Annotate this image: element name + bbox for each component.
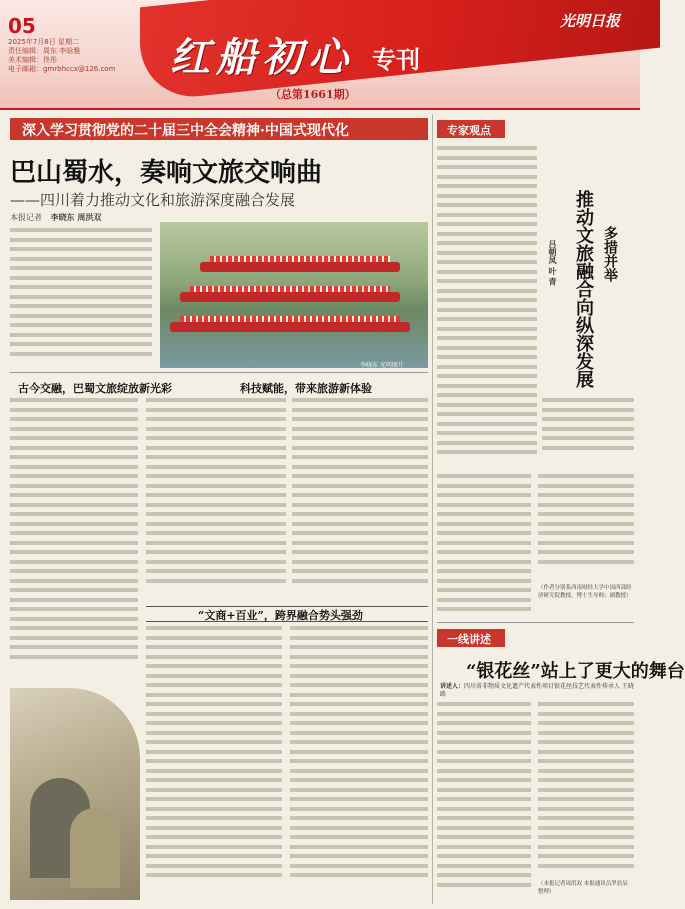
art-editor-line: 美术编辑：佟彤 xyxy=(8,56,57,64)
section-head-3: “文商+百业”，跨界融合势头强劲 xyxy=(198,609,363,622)
speaker-name: 四川省非物质文化遗产代表性项目银花丝技艺代表性传承人 王晓路 xyxy=(440,683,634,698)
body-column-5 xyxy=(290,626,428,898)
subheadline: ——四川着力推动文化和旅游深度融合发展 xyxy=(10,191,296,209)
expert-author: 吕朝凤 叶 青 xyxy=(548,240,558,286)
speaker-label: 讲述人： xyxy=(440,683,465,690)
section-rule xyxy=(10,372,428,373)
date-line: 2025年7月8日 星期二 xyxy=(8,38,79,46)
expert-author-note: （作者分别系西南财经大学中国西部经济研究院教授，博士生导师；副教授） xyxy=(538,585,632,599)
byline-names: 李晓东 周洪双 xyxy=(50,212,102,222)
expert-body-1 xyxy=(437,146,537,470)
expert-subtitle: 多措并举 xyxy=(602,226,618,282)
frontline-body-1 xyxy=(437,702,531,898)
expert-title: 推动文旅融合向纵深发展 xyxy=(573,190,594,388)
column-suffix: 专刊 xyxy=(372,45,420,74)
section-head-2: 科技赋能，带来旅游新体验 xyxy=(240,382,372,395)
frontline-body-2 xyxy=(538,702,634,878)
family-photo xyxy=(10,688,140,900)
page-number: 05 xyxy=(8,14,36,38)
column-title: 红船初心 xyxy=(170,34,354,81)
intro-text-block xyxy=(10,228,152,368)
frontline-title: “银花丝”站上了更大的舞台 xyxy=(466,661,685,682)
edition-info xyxy=(8,38,115,74)
header-divider xyxy=(0,108,640,110)
editor-line: 责任编辑：周东 李晗雅 xyxy=(8,47,81,55)
section-head-1: 古今交融，巴蜀文旅绽放新光彩 xyxy=(18,382,172,395)
byline-prefix: 本报记者 xyxy=(10,213,42,222)
expert-body-4 xyxy=(538,474,634,584)
speaker-line xyxy=(440,683,634,699)
frontline-tag: 一线讲述 xyxy=(447,633,491,646)
sidebar-rule xyxy=(437,622,634,623)
photo-caption: 李晓东 光明图片 xyxy=(360,362,404,369)
frontline-note: （本报记者周洪双 本报通讯员罗晨辰 整理） xyxy=(538,881,628,895)
topic-banner: 深入学习贯彻党的二十届三中全会精神·中国式现代化 xyxy=(22,123,349,139)
email-line: 电子邮箱：gmrbhccx@126.com xyxy=(8,65,116,73)
column-divider xyxy=(432,114,433,904)
body-column-2 xyxy=(146,398,286,598)
expert-tag: 专家观点 xyxy=(447,124,491,137)
byline xyxy=(10,212,101,223)
body-column-3 xyxy=(292,398,428,598)
issue-number: （总第1661期） xyxy=(270,88,356,101)
body-column-4 xyxy=(146,626,282,898)
dragon-boat-photo xyxy=(160,222,428,368)
newspaper-logo: 光明日报 xyxy=(560,12,621,30)
expert-body-3 xyxy=(437,474,531,620)
headline: 巴山蜀水，奏响文旅交响曲 xyxy=(10,158,323,188)
expert-body-2 xyxy=(542,398,634,458)
body-column-1 xyxy=(10,398,138,678)
